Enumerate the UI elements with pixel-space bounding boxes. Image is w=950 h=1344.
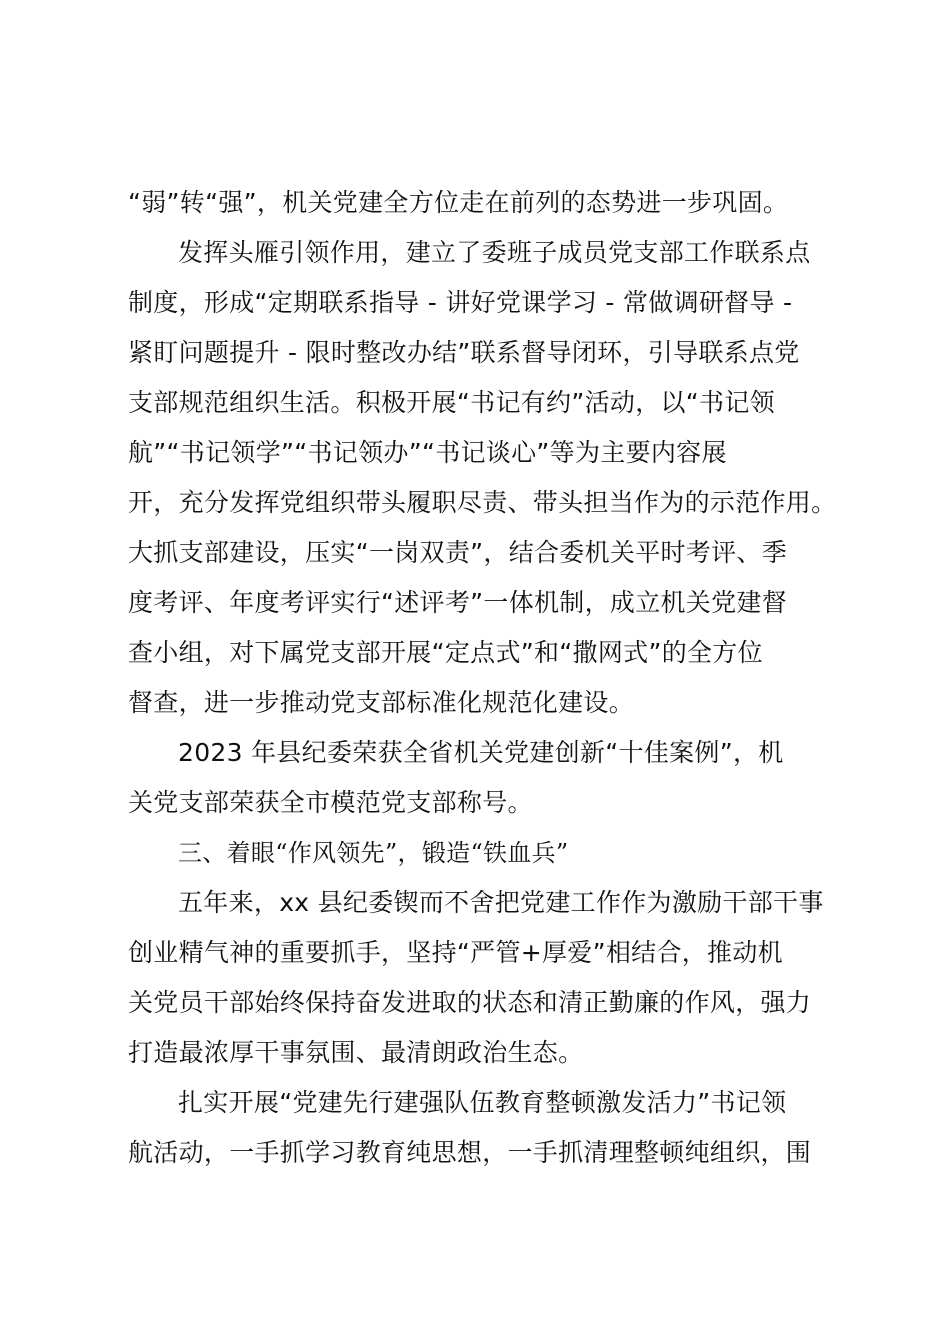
paragraph-line: 紧盯问题提升 - 限时整改办结”联系督导闭环，引导联系点党 xyxy=(128,338,800,367)
paragraph-line: 创业精气神的重要抓手，坚持“严管+厚爱”相结合，推动机 xyxy=(128,938,783,967)
paragraph-line: 关党支部荣获全市模范党支部称号。 xyxy=(128,788,533,817)
paragraph-line: “弱”转“强”，机关党建全方位走在前列的态势进一步巩固。 xyxy=(128,188,789,217)
paragraph-line: 开，充分发挥党组织带头履职尽责、带头担当作为的示范作用。 xyxy=(128,488,837,517)
paragraph-line: 制度，形成“定期联系指导 - 讲好党课学习 - 常做调研督导 - xyxy=(128,288,793,317)
paragraph-line: 度考评、年度考评实行“述评考”一体机制，成立机关党建督 xyxy=(128,588,788,617)
section-heading: 三、着眼“作风领先”，锻造“铁血兵” xyxy=(178,839,569,867)
paragraph-line: 查小组，对下属党支部开展“定点式”和“撒网式”的全方位 xyxy=(128,638,763,667)
paragraph-line: 扎实开展“党建先行建强队伍教育整顿激发活力”书记领 xyxy=(178,1088,787,1117)
document-body xyxy=(128,178,840,1178)
paragraph-line: 打造最浓厚干事氛围、最清朗政治生态。 xyxy=(128,1038,584,1067)
paragraph-line: 督查，进一步推动党支部标准化规范化建设。 xyxy=(128,688,635,717)
paragraph-line: 2023 年县纪委荣获全省机关党建创新“十佳案例”，机 xyxy=(178,738,784,767)
paragraph-line: 关党员干部始终保持奋发进取的状态和清正勤廉的作风，强力 xyxy=(128,988,812,1017)
paragraph-line: 航活动，一手抓学习教育纯思想，一手抓清理整顿纯组织，围 xyxy=(128,1138,812,1167)
paragraph-line: 大抓支部建设，压实“一岗双责”，结合委机关平时考评、季 xyxy=(128,538,788,567)
paragraph-line: 五年来，xx 县纪委锲而不舍把党建工作作为激励干部干事 xyxy=(178,888,824,917)
paragraph-line: 支部规范组织生活。积极开展“书记有约”活动，以“书记领 xyxy=(128,388,775,417)
paragraph-line: 航”“书记领学”“书记领办”“书记谈心”等为主要内容展 xyxy=(128,438,727,467)
paragraph-line: 发挥头雁引领作用，建立了委班子成员党支部工作联系点 xyxy=(178,238,811,267)
